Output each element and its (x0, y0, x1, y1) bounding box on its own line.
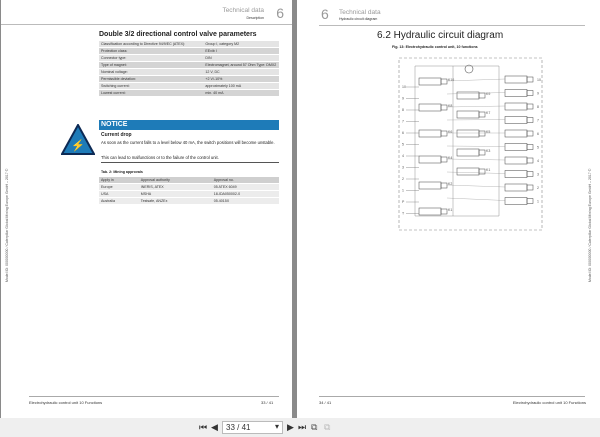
solenoid-symbol (441, 209, 447, 214)
valve-label: K7 (486, 111, 491, 115)
header-divider (319, 25, 585, 26)
port-label: 3 (402, 165, 404, 170)
header-section: Technical data (222, 7, 264, 14)
valve-label: K3 (486, 149, 491, 153)
table-row (99, 198, 279, 204)
valve-symbol (505, 117, 527, 124)
valve-label: K4 (448, 156, 453, 160)
valve-symbol (419, 156, 441, 163)
valve-symbol (419, 130, 441, 137)
valve-symbol (419, 104, 441, 111)
solenoid-symbol (479, 169, 485, 174)
port-label: 7 (537, 118, 539, 123)
hydraulic-circuit-diagram (397, 56, 547, 236)
hydraulic-line (447, 79, 505, 81)
column-header: Approval no. (212, 177, 279, 183)
header-divider (1, 24, 292, 25)
table-row (99, 41, 279, 47)
valve-symbol (457, 92, 479, 99)
notice-banner: NOTICE (99, 120, 279, 130)
solenoid-symbol (527, 104, 533, 109)
port-label: 8 (402, 108, 404, 112)
param-value: Group I, category M2 (203, 41, 279, 47)
svg-text:⚡: ⚡ (71, 140, 85, 152)
valve-label: K6 (448, 130, 453, 134)
port-label: 5 (402, 142, 404, 147)
header-section: Technical data (339, 9, 381, 16)
table-row (99, 62, 279, 68)
section-title: 6.2 Hydraulic circuit diagram (377, 30, 504, 41)
header-subsection: Description (246, 16, 264, 20)
table-row (99, 69, 279, 75)
table-cell: Testsafe, ANZEx (139, 198, 212, 204)
pdf-navigation-toolbar (0, 418, 600, 437)
table-cell: 18-IDA050002-0 (212, 191, 279, 197)
table-cell: Australia (99, 198, 139, 204)
table-cell: INERIS, ATEX (139, 184, 212, 190)
table-row (99, 191, 279, 197)
solenoid-symbol (441, 183, 447, 188)
hydraulic-line (447, 185, 505, 187)
solenoid-symbol (527, 77, 533, 82)
valve-symbol (419, 78, 441, 85)
port-label: 10 (537, 78, 541, 82)
port-label: 1 (402, 188, 404, 193)
solenoid-symbol (527, 91, 533, 96)
hydraulic-line (447, 120, 505, 121)
last-page-button[interactable]: ⏭ (298, 422, 307, 432)
solenoid-symbol (527, 199, 533, 204)
param-label: Type of magnet: (99, 62, 203, 68)
valve-symbol (505, 130, 527, 137)
valve-label: K5 (486, 130, 491, 134)
param-value: approximately 100 mA (203, 83, 279, 89)
header-subsection: Hydraulic circuit diagram (339, 17, 378, 21)
port-label: 6 (537, 132, 539, 136)
first-page-button[interactable]: ⏮ (199, 422, 208, 432)
valve-symbol (505, 171, 527, 178)
figure-caption: Fig. 13: Electrohydraulic control unit, 10 functions (392, 45, 478, 49)
table-row (99, 90, 279, 96)
table-cell: 05.4015X (212, 198, 279, 204)
hydraulic-line (447, 198, 505, 201)
port-label: 8 (537, 105, 539, 109)
solenoid-symbol (527, 118, 533, 123)
section-title: Double 3/2 directional control valve parameters (99, 31, 257, 38)
valve-symbol (457, 130, 479, 137)
port-label: 5 (537, 145, 539, 150)
solenoid-symbol (441, 105, 447, 110)
port-label: 9 (537, 91, 539, 96)
valve-symbol (505, 184, 527, 191)
param-value: +2 V/-10% (203, 76, 279, 82)
hydraulic-line (447, 172, 505, 174)
param-value: min. 40 mA (203, 90, 279, 96)
port-label: 2 (402, 177, 404, 181)
chapter-number: 6 (276, 5, 284, 21)
hydraulic-line (447, 106, 505, 107)
valve-label: K1 (448, 208, 453, 212)
footer-doc-title: Electrohydraulic control unit 10 Functions (29, 400, 103, 405)
valve-symbol (505, 76, 527, 83)
param-value: Electromagnet, around 57 Ohm Type: DMX2 (203, 62, 279, 68)
param-label: Permissible deviation: (99, 76, 203, 82)
page-number-value: 33 / 41 (226, 423, 251, 432)
single-page-view-icon[interactable]: ⧉ (324, 422, 331, 432)
port-label: 7 (402, 119, 404, 124)
param-label: Switching current: (99, 83, 203, 89)
port-label: T (402, 211, 405, 216)
page-number-select[interactable] (222, 421, 283, 434)
table-row (99, 48, 279, 54)
chevron-down-icon: ▾ (274, 422, 279, 431)
param-label: Lowest current: (99, 90, 203, 96)
solenoid-symbol (479, 150, 485, 155)
valve-symbol (505, 198, 527, 205)
table-caption: Tab. 2: Mining approvals (101, 170, 143, 174)
port-label: 4 (537, 159, 539, 163)
valve-label: K2 (448, 182, 453, 186)
param-label: Nominal voltage: (99, 69, 203, 75)
table-cell: USA (99, 191, 139, 197)
table-row (99, 55, 279, 61)
valve-symbol (419, 182, 441, 189)
solenoid-symbol (479, 93, 485, 98)
two-page-view-icon[interactable]: ⧉ (311, 422, 318, 432)
valve-label: K10 (448, 78, 455, 82)
footer-divider (319, 396, 585, 397)
valve-symbol (457, 168, 479, 175)
param-value: DIN (203, 55, 279, 61)
valve-label: K8 (448, 104, 453, 108)
parameters-table (99, 40, 279, 97)
valve-symbol (505, 90, 527, 97)
valve-symbol (457, 111, 479, 118)
side-copyright: Model ID: 000000000 / Caterpillar Global Mining Europe GmbH – 2017 © (5, 168, 9, 282)
next-page-button[interactable]: ▶ (287, 422, 294, 432)
valve-label: K9 (486, 92, 491, 96)
footer-divider (29, 396, 279, 397)
table-cell: Europe (99, 184, 139, 190)
solenoid-symbol (479, 112, 485, 117)
port-label: 9 (402, 96, 404, 101)
param-value: 12 V, DC (203, 69, 279, 75)
valve-symbol (505, 103, 527, 110)
hydraulic-line (447, 93, 505, 95)
side-copyright: Model ID: 000000000 / Caterpillar Global Mining Europe GmbH – 2017 © (588, 168, 592, 282)
hydraulic-line (447, 146, 505, 147)
param-label: Connector type: (99, 55, 203, 61)
chapter-number: 6 (321, 6, 329, 22)
footer-page: 34 / 41 (319, 400, 332, 405)
port-label: 10 (402, 85, 406, 89)
solenoid-symbol (441, 79, 447, 84)
notice-consequence: This can lead to malfunctions or to the failure of the control unit. (101, 155, 279, 163)
diagram-border (399, 58, 542, 230)
param-label: Classification according to Directive 94/9/EC (ATEX): (99, 41, 203, 47)
notice-heading: Current drop (101, 132, 132, 138)
table-row (99, 184, 279, 190)
port-label: 3 (537, 172, 539, 177)
solenoid-symbol (527, 158, 533, 163)
column-header: Apply in (99, 177, 139, 183)
right-page (297, 0, 600, 418)
port-label: 6 (402, 131, 404, 135)
port-label: 2 (537, 186, 539, 190)
table-row (99, 76, 279, 82)
hydraulic-line (447, 159, 505, 160)
valve-symbol (505, 157, 527, 164)
footer-doc-title: Electrohydraulic control unit 10 Functions (512, 400, 586, 405)
table-row (99, 83, 279, 89)
solenoid-symbol (527, 131, 533, 136)
solenoid-symbol (527, 145, 533, 150)
valve-symbol (457, 149, 479, 156)
warning-esd-icon (61, 124, 95, 161)
solenoid-symbol (441, 157, 447, 162)
approvals-table (99, 176, 279, 205)
solenoid-symbol (441, 131, 447, 136)
left-page (1, 0, 292, 418)
valve-label: K1 (486, 168, 491, 172)
notice-text: As soon as the current falls to a level below 40 mA, the switch positions will become unstable. (101, 140, 275, 145)
param-label: Protection class: (99, 48, 203, 54)
valve-symbol (505, 144, 527, 151)
valve-symbol (419, 208, 441, 215)
solenoid-symbol (479, 131, 485, 136)
port-label: P (402, 200, 405, 204)
solenoid-symbol (527, 185, 533, 190)
previous-page-button[interactable]: ◀ (211, 422, 218, 432)
footer-page: 33 / 41 (261, 400, 274, 405)
table-cell: MSHA (139, 191, 212, 197)
port-label: 4 (402, 154, 404, 158)
param-value: EExib I (203, 48, 279, 54)
solenoid-symbol (527, 172, 533, 177)
column-header: Approval authority (139, 177, 212, 183)
port-label: 1 (537, 199, 539, 204)
table-header-row (99, 177, 279, 183)
table-cell: 05 ATEX 6049 (212, 184, 279, 190)
